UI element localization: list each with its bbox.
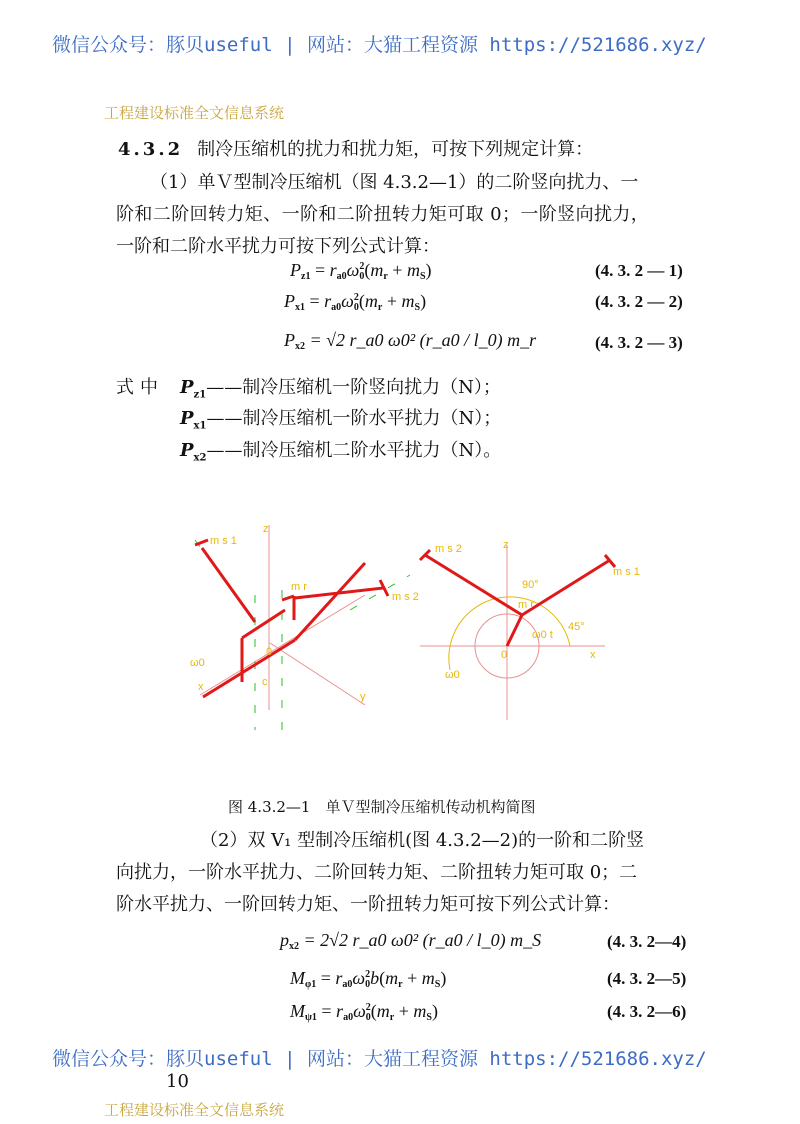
compressor-mechanism-figure bbox=[170, 510, 640, 740]
angle-45: 45° bbox=[568, 621, 585, 633]
symbol-sub: x2 bbox=[193, 452, 207, 464]
symbol-sub: z1 bbox=[193, 389, 207, 401]
para1-line2: 阶和二阶回转力矩、一阶和二阶扭转力矩可取 0；一阶竖向扰力， bbox=[116, 204, 650, 225]
symbol-desc: ——制冷压缩机二阶水平扰力（N）。 bbox=[206, 440, 502, 461]
label-mr: m r bbox=[291, 581, 307, 593]
eq-lhs: p bbox=[280, 930, 289, 950]
equation-4-3-2-1: $P_{z1} = r_{a0}\omega_0^2(m_r + m_S)$ bbox=[290, 260, 432, 282]
page-number: 10 bbox=[166, 1071, 189, 1092]
para1-line3: 一阶和二阶水平扰力可按下列公式计算： bbox=[116, 236, 440, 257]
equation-4-3-2-3 bbox=[284, 330, 536, 352]
watermark-bottom: 微信公众号：豚贝useful | 网站：大猫工程资源 https://521686.xyz/ bbox=[52, 1048, 707, 1070]
eq-lhs-sub: x2 bbox=[289, 941, 299, 952]
origin-label: 0 bbox=[501, 649, 508, 661]
label-ms2: m s 2 bbox=[435, 543, 462, 555]
label-mr: m r bbox=[518, 599, 534, 611]
eq-lhs: M bbox=[290, 1001, 305, 1021]
left-diagram bbox=[190, 523, 419, 730]
footer-title: 工程建设标准全文信息系统 bbox=[104, 1101, 285, 1119]
label-ms1: m s 1 bbox=[613, 566, 640, 578]
para2-line1: （2）双 V₁ 型制冷压缩机(图 4.3.2—2)的一阶和二阶竖 bbox=[200, 830, 645, 851]
eq-lhs-sub: φ1 bbox=[305, 979, 317, 990]
axis-label-y: y bbox=[360, 691, 366, 703]
eq-lhs-sub: ψ1 bbox=[305, 1012, 317, 1023]
axis-label-x: x bbox=[198, 681, 204, 693]
para2-line3: 阶水平扰力、一阶回转力矩、一阶扭转力矩可按下列公式计算： bbox=[116, 894, 620, 915]
equation-number: (4. 3. 2—4) bbox=[607, 932, 687, 951]
eq-lhs: P bbox=[284, 330, 295, 350]
label-ms2: m s 2 bbox=[392, 591, 419, 603]
symbol-desc: ——制冷压缩机一阶水平扰力（N）； bbox=[206, 408, 502, 429]
symbol: P bbox=[180, 377, 194, 398]
equation-4-3-2-4 bbox=[280, 930, 541, 952]
equation-number: (4. 3. 2 — 1) bbox=[595, 261, 683, 280]
symbol: P bbox=[180, 440, 194, 461]
right-diagram bbox=[420, 539, 640, 720]
omega-label: ω0 bbox=[445, 669, 460, 681]
section-heading bbox=[118, 135, 593, 161]
where-item bbox=[180, 373, 501, 401]
section-title: 制冷压缩机的扰力和扰力矩，可按下列规定计算： bbox=[197, 139, 594, 160]
where-label: 式中 bbox=[116, 377, 164, 398]
equation-4-3-2-5: $M_{\varphi 1} = r_{a0}\omega_0^2b(m_r + m_S)$ bbox=[290, 968, 447, 990]
label-ms1: m s 1 bbox=[210, 535, 237, 547]
eq-rhs: = 2√2 r_a0 ω0² (r_a0 / l_0) m_S bbox=[303, 930, 542, 950]
figure-caption: 图 4.3.2—1 单Ｖ型制冷压缩机传动机构简图 bbox=[228, 798, 536, 816]
eq-lhs: M bbox=[290, 968, 305, 988]
equation-number: (4. 3. 2 — 2) bbox=[595, 292, 683, 311]
where-item bbox=[180, 436, 501, 464]
symbol-desc: ——制冷压缩机一阶竖向扰力（N）； bbox=[206, 377, 501, 398]
axis-label-x: x bbox=[590, 649, 596, 661]
dimension-c: c bbox=[262, 676, 268, 688]
omega-label: ω0 bbox=[190, 657, 205, 669]
eq-rhs: = √2 r_a0 ω0² (r_a0 / l_0) m_r bbox=[309, 330, 537, 350]
symbol: P bbox=[180, 408, 194, 429]
axis-label-z: z bbox=[263, 523, 269, 535]
equation-number: (4. 3. 2 — 3) bbox=[595, 333, 683, 352]
eq-lhs: P bbox=[290, 260, 301, 280]
equation-number: (4. 3. 2—6) bbox=[607, 1002, 687, 1021]
watermark-top: 微信公众号：豚贝useful | 网站：大猫工程资源 https://521686.xyz/ bbox=[52, 34, 707, 56]
axis-label-z: z bbox=[503, 539, 509, 551]
origin-label: 0 bbox=[266, 646, 273, 658]
eq-lhs-sub: x1 bbox=[295, 302, 305, 313]
symbol-sub: x1 bbox=[193, 420, 207, 432]
where-item bbox=[180, 404, 501, 432]
eq-lhs: P bbox=[284, 291, 295, 311]
para1-line1: （1）单Ｖ型制冷压缩机（图 4.3.2—1）的二阶竖向扰力、一 bbox=[150, 172, 639, 193]
para2-line2: 向扰力，一阶水平扰力、二阶回转力矩、二阶扭转力矩可取 0；二 bbox=[116, 862, 638, 883]
angle-90: 90° bbox=[522, 579, 539, 591]
section-number: 4.3.2 bbox=[118, 139, 184, 160]
header-title: 工程建设标准全文信息系统 bbox=[104, 104, 285, 122]
equation-number: (4. 3. 2—5) bbox=[607, 969, 687, 988]
equation-4-3-2-6: $M_{\psi 1} = r_{a0}\omega_0^2(m_r + m_S)$ bbox=[290, 1001, 438, 1023]
eq-lhs-sub: z1 bbox=[301, 271, 311, 282]
eq-lhs-sub: x2 bbox=[295, 341, 305, 352]
equation-4-3-2-2: $P_{x1} = r_{a0}\omega_0^2(m_r + m_S)$ bbox=[284, 291, 427, 313]
angle-omega-t: ω0 t bbox=[532, 629, 553, 641]
